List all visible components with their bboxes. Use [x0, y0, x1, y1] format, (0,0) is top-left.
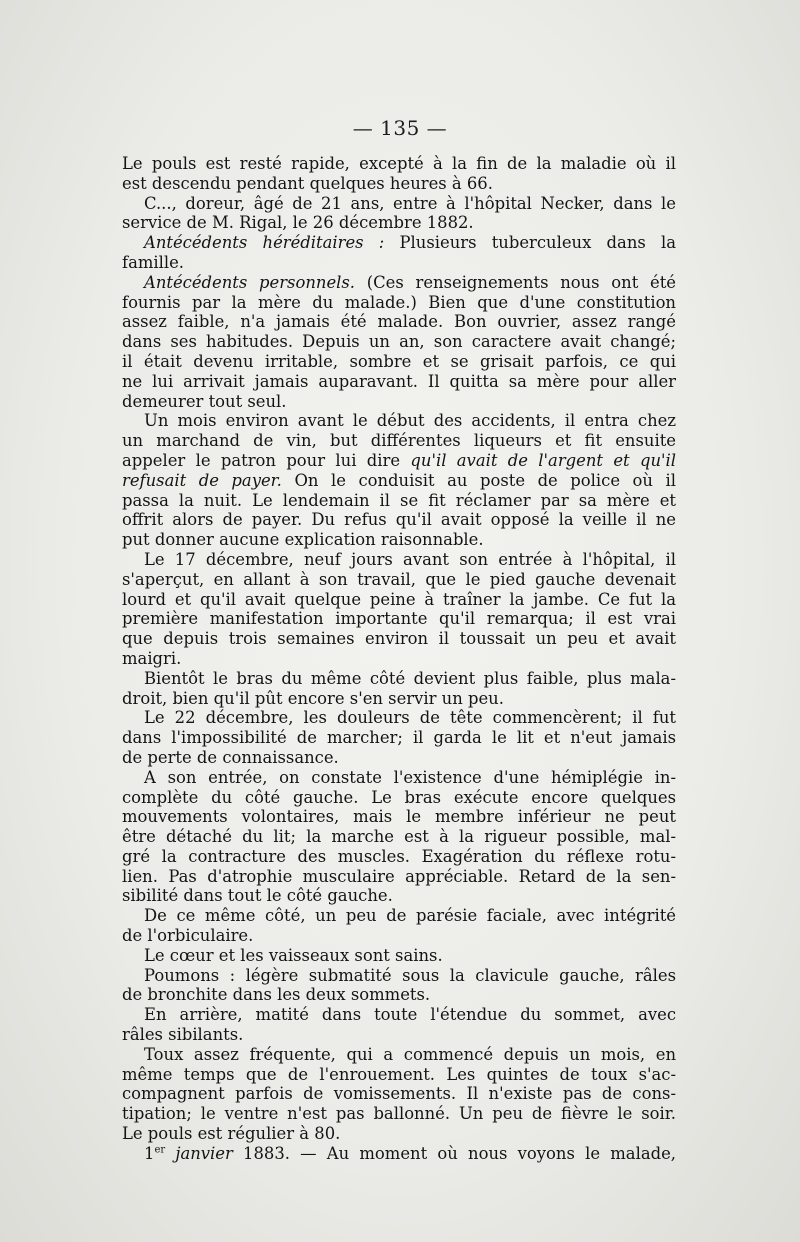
- line-text: demeurer tout seul.: [122, 391, 287, 411]
- text-line: [122, 411, 676, 431]
- text-line: [122, 471, 676, 491]
- line-text: être détaché du lit; la marche est à la rigueur possible, mal-: [122, 827, 676, 847]
- line-text: Le pouls est resté rapide, excepté à la fin de la maladie où il: [122, 154, 676, 173]
- line-text: dans l'impossibilité de marcher; il garda le lit et n'eut jamais: [122, 728, 676, 748]
- line-text: Le 17 décembre, neuf jours avant son entrée à l'hôpital, il: [144, 549, 676, 569]
- line-text: il était devenu irritable, sombre et se grisait parfois, ce qui: [122, 351, 676, 371]
- line-text: Le 22 décembre, les douleurs de tête commencèrent; il fut: [144, 708, 676, 728]
- body-text: [122, 154, 676, 1164]
- text-line: [122, 788, 676, 808]
- text-line: [122, 966, 676, 986]
- line-text: 1883. — Au moment où nous voyons le malade,: [232, 1143, 676, 1163]
- text-line: [122, 906, 676, 926]
- line-text: lien. Pas d'atrophie musculaire appréciable. Retard de la sen-: [122, 866, 676, 886]
- italic-text: refusait de payer.: [122, 470, 282, 490]
- text-line: [122, 392, 676, 412]
- text-line: [122, 886, 676, 906]
- text-line: [122, 609, 676, 629]
- text-line: [122, 946, 676, 966]
- line-text: assez faible, n'a jamais été malade. Bon ouvrier, assez rangé: [122, 312, 676, 332]
- line-superscript: er: [154, 1144, 166, 1156]
- line-text: s'aperçut, en allant à son travail, que le pied gauche devenait: [122, 569, 676, 589]
- line-text: famille.: [122, 252, 185, 272]
- text-line: [122, 1084, 676, 1104]
- line-text: appeler le patron pour lui dire: [122, 450, 411, 470]
- text-line: [122, 1124, 676, 1144]
- line-text: ne lui arrivait jamais auparavant. Il quitta sa mère pour aller: [122, 371, 676, 391]
- line-text: de perte de connaissance.: [122, 747, 339, 767]
- text-line: [122, 1045, 676, 1065]
- text-line: [122, 431, 676, 451]
- line-text: De ce même côté, un peu de parésie faciale, avec intégrité: [144, 906, 676, 926]
- text-line: [122, 154, 676, 174]
- line-text: C..., doreur, âgé de 21 ans, entre à l'hôpital Necker, dans le: [144, 193, 676, 213]
- text-line: [122, 689, 676, 709]
- text-line: [122, 590, 676, 610]
- line-text: fournis par la mère du malade.) Bien que d'une constitution: [122, 292, 676, 312]
- text-line: [122, 194, 676, 214]
- line-text: offrit alors de payer. Du refus qu'il avait opposé la veille il ne: [122, 510, 676, 530]
- line-text: mouvements volontaires, mais le membre inférieur ne peut: [122, 807, 676, 827]
- line-text: Le cœur et les vaisseaux sont sains.: [144, 945, 443, 965]
- text-line: [122, 332, 676, 352]
- text-line: [122, 491, 676, 511]
- line-text: (Ces renseignements nous ont été: [355, 272, 677, 292]
- text-line: [122, 985, 676, 1005]
- text-line: [122, 570, 676, 590]
- line-text: A son entrée, on constate l'existence d'une hémiplégie in-: [144, 767, 676, 787]
- line-text: put donner aucune explication raisonnable.: [122, 530, 484, 550]
- text-line: [122, 1025, 676, 1045]
- line-text: En arrière, matité dans toute l'étendue du sommet, avec: [144, 1005, 676, 1025]
- line-text: On le conduisit au poste de police où il: [281, 470, 676, 490]
- line-text: première manifestation importante qu'il remarqua; il est vrai: [122, 609, 676, 629]
- text-line: [122, 1005, 676, 1025]
- line-text: lourd et qu'il avait quelque peine à traîner la jambe. Ce fut la: [122, 589, 676, 609]
- line-text: un marchand de vin, but différentes liqueurs et fit ensuite: [122, 431, 676, 451]
- text-line: [122, 372, 676, 392]
- line-text: passa la nuit. Le lendemain il se fit réclamer par sa mère et: [122, 490, 676, 510]
- line-text: Bientôt le bras du même côté devient plus faible, plus mala-: [144, 668, 676, 688]
- text-line: [122, 847, 676, 867]
- text-line: [122, 293, 676, 313]
- line-text: râles sibilants.: [122, 1025, 244, 1045]
- text-line: [122, 1104, 676, 1124]
- line-text: Plusieurs tuberculeux dans la: [384, 233, 676, 253]
- line-prefix: 1: [144, 1143, 155, 1163]
- text-line: [122, 708, 676, 728]
- text-line: [122, 807, 676, 827]
- text-line: [122, 649, 676, 669]
- line-text: gré la contracture des muscles. Exagération du réflexe rotu-: [122, 846, 676, 866]
- italic-text: Antécédents héréditaires :: [144, 233, 385, 253]
- text-line: [122, 1065, 676, 1085]
- text-line: [122, 669, 676, 689]
- text-line: [122, 728, 676, 748]
- line-text: droit, bien qu'il pût encore s'en servir un peu.: [122, 688, 504, 708]
- text-line: [122, 233, 676, 253]
- line-text: de l'orbiculaire.: [122, 926, 254, 946]
- text-line: [122, 748, 676, 768]
- text-line: [122, 312, 676, 332]
- text-line: [122, 867, 676, 887]
- text-line: [122, 174, 676, 194]
- line-text: sibilité dans tout le côté gauche.: [122, 886, 393, 906]
- text-line: [122, 1144, 676, 1164]
- text-line: [122, 827, 676, 847]
- text-line: [122, 451, 676, 471]
- line-text: est descendu pendant quelques heures à 66.: [122, 173, 493, 193]
- line-text: Poumons : légère submatité sous la clavicule gauche, râles: [144, 965, 676, 985]
- line-text: Toux assez fréquente, qui a commencé depuis un mois, en: [144, 1044, 676, 1064]
- line-text: complète du côté gauche. Le bras exécute encore quelques: [122, 787, 676, 807]
- text-line: [122, 530, 676, 550]
- text-line: [122, 213, 676, 233]
- text-line: [122, 629, 676, 649]
- line-text: Le pouls est régulier à 80.: [122, 1124, 341, 1144]
- page-number: — 135 —: [352, 116, 448, 140]
- text-line: [122, 253, 676, 273]
- line-text: service de M. Rigal, le 26 décembre 1882.: [122, 213, 474, 233]
- text-line: [122, 550, 676, 570]
- text-line: [122, 352, 676, 372]
- italic-text: janvier: [165, 1143, 233, 1163]
- line-text: même temps que de l'enrouement. Les quintes de toux s'ac-: [122, 1064, 676, 1084]
- text-line: [122, 510, 676, 530]
- line-text: que depuis trois semaines environ il toussait un peu et avait: [122, 629, 676, 649]
- line-text: Un mois environ avant le début des accidents, il entra chez: [144, 411, 676, 431]
- text-line: [122, 926, 676, 946]
- italic-text: Antécédents personnels.: [144, 272, 356, 292]
- italic-text: qu'il avait de l'argent et qu'il: [410, 450, 676, 470]
- text-line: [122, 273, 676, 293]
- text-line: [122, 768, 676, 788]
- line-text: maigri.: [122, 648, 182, 668]
- line-text: compagnent parfois de vomissements. Il n'existe pas de cons-: [122, 1084, 676, 1104]
- line-text: tipation; le ventre n'est pas ballonné. Un peu de fièvre le soir.: [122, 1104, 676, 1124]
- line-text: dans ses habitudes. Depuis un an, son caractere avait changé;: [122, 332, 676, 352]
- line-text: de bronchite dans les deux sommets.: [122, 985, 431, 1005]
